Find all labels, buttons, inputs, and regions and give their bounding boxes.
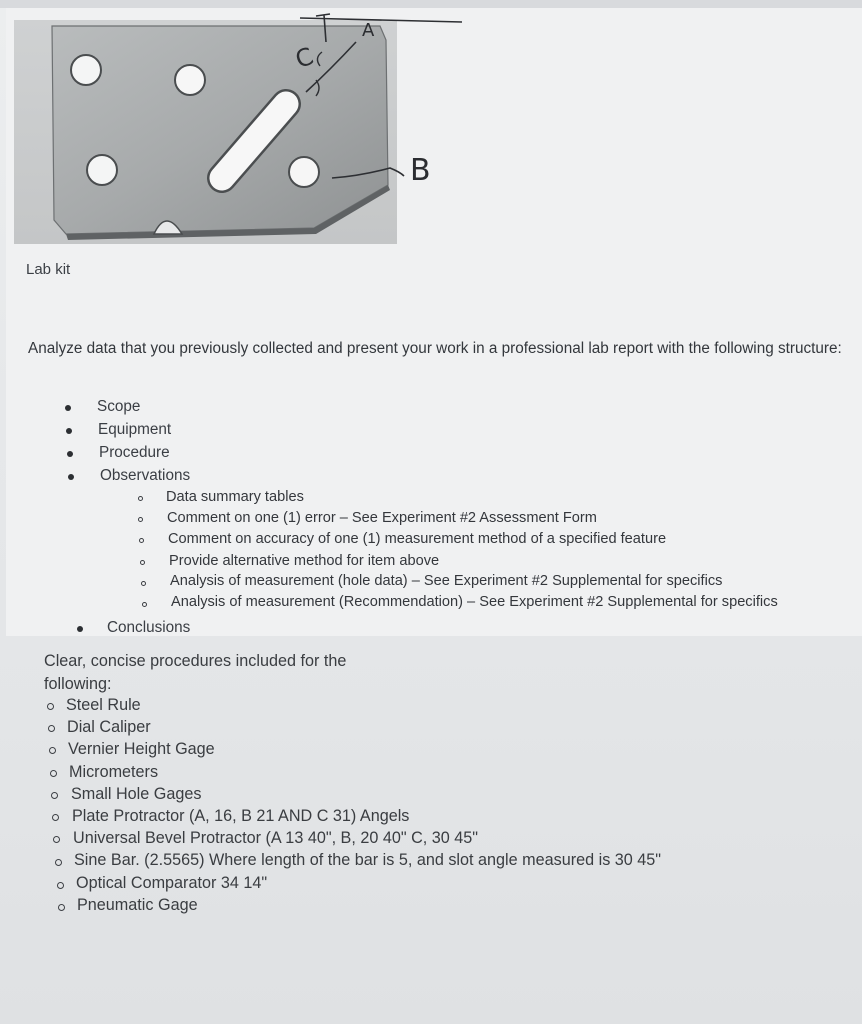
list-bullet	[48, 725, 55, 732]
sub-bullet	[139, 538, 144, 543]
observation-sub-item: Comment on accuracy of one (1) measurement method of a specified feature	[168, 531, 667, 547]
structure-item-observations: Observations	[100, 467, 191, 484]
sub-bullet	[142, 602, 147, 607]
list-bullet	[51, 792, 58, 799]
structure-item-procedure: Procedure	[99, 444, 170, 461]
annotation-label-b: B	[410, 153, 431, 188]
procedure-item: Sine Bar. (2.5565) Where length of the bar is 5, and slot angle measured is 30 45"	[74, 851, 662, 869]
list-bullet	[57, 882, 64, 889]
list-bullet	[55, 859, 62, 866]
procedure-item: Plate Protractor (A, 16, B 21 AND C 31) Angels	[72, 807, 410, 825]
procedure-item: Small Hole Gages	[71, 785, 202, 803]
observation-sub-item: Analysis of measurement (hole data) – See Experiment #2 Supplemental for specifics	[170, 573, 723, 589]
procedures-heading: Clear, concise procedures included for the following:	[44, 652, 347, 693]
top-strip	[0, 0, 862, 8]
procedure-item: Optical Comparator 34 14"	[76, 874, 268, 892]
observation-sub-item: Provide alternative method for item above	[169, 553, 440, 569]
observation-sub-item: Comment on one (1) error – See Experiment #2 Assessment Form	[167, 510, 597, 526]
list-bullet	[52, 814, 59, 821]
structure-item-equipment: Equipment	[98, 421, 172, 438]
annotation-label-a: A	[362, 20, 375, 41]
structure-item-conclusions: Conclusions	[107, 619, 191, 636]
bullet-dot	[68, 474, 74, 480]
intro-paragraph: Analyze data that you previously collected and present your work in a professional lab report with the following structure:	[28, 340, 842, 357]
sub-bullet	[138, 517, 143, 522]
list-bullet	[50, 770, 57, 777]
procedure-item: Pneumatic Gage	[77, 896, 198, 914]
photo-caption: Lab kit	[26, 261, 71, 278]
bullet-dot	[65, 405, 71, 411]
sub-bullet	[138, 496, 143, 501]
bullet-dot	[67, 451, 73, 457]
structure-item-scope: Scope	[97, 398, 141, 415]
metal-plate-image	[14, 20, 397, 244]
procedure-item: Steel Rule	[66, 696, 141, 714]
lab-kit-photo	[14, 20, 397, 244]
procedure-item: Micrometers	[69, 763, 159, 781]
observation-sub-item: Data summary tables	[166, 489, 304, 505]
procedure-item: Dial Caliper	[67, 718, 151, 736]
list-bullet	[53, 836, 60, 843]
list-bullet	[49, 747, 56, 754]
annotation-label-c: C	[291, 41, 318, 75]
bullet-dot	[66, 428, 72, 434]
procedure-item: Vernier Height Gage	[68, 740, 215, 758]
bullet-dot	[77, 626, 83, 632]
list-bullet	[58, 904, 65, 911]
observation-sub-item: Analysis of measurement (Recommendation) – See Experiment #2 Supplemental for specifics	[171, 594, 778, 610]
procedure-item: Universal Bevel Protractor (A 13 40", B, 20 40" C, 30 45"	[73, 829, 479, 847]
sub-bullet	[140, 560, 145, 565]
list-bullet	[47, 703, 54, 710]
sub-bullet	[141, 581, 146, 586]
